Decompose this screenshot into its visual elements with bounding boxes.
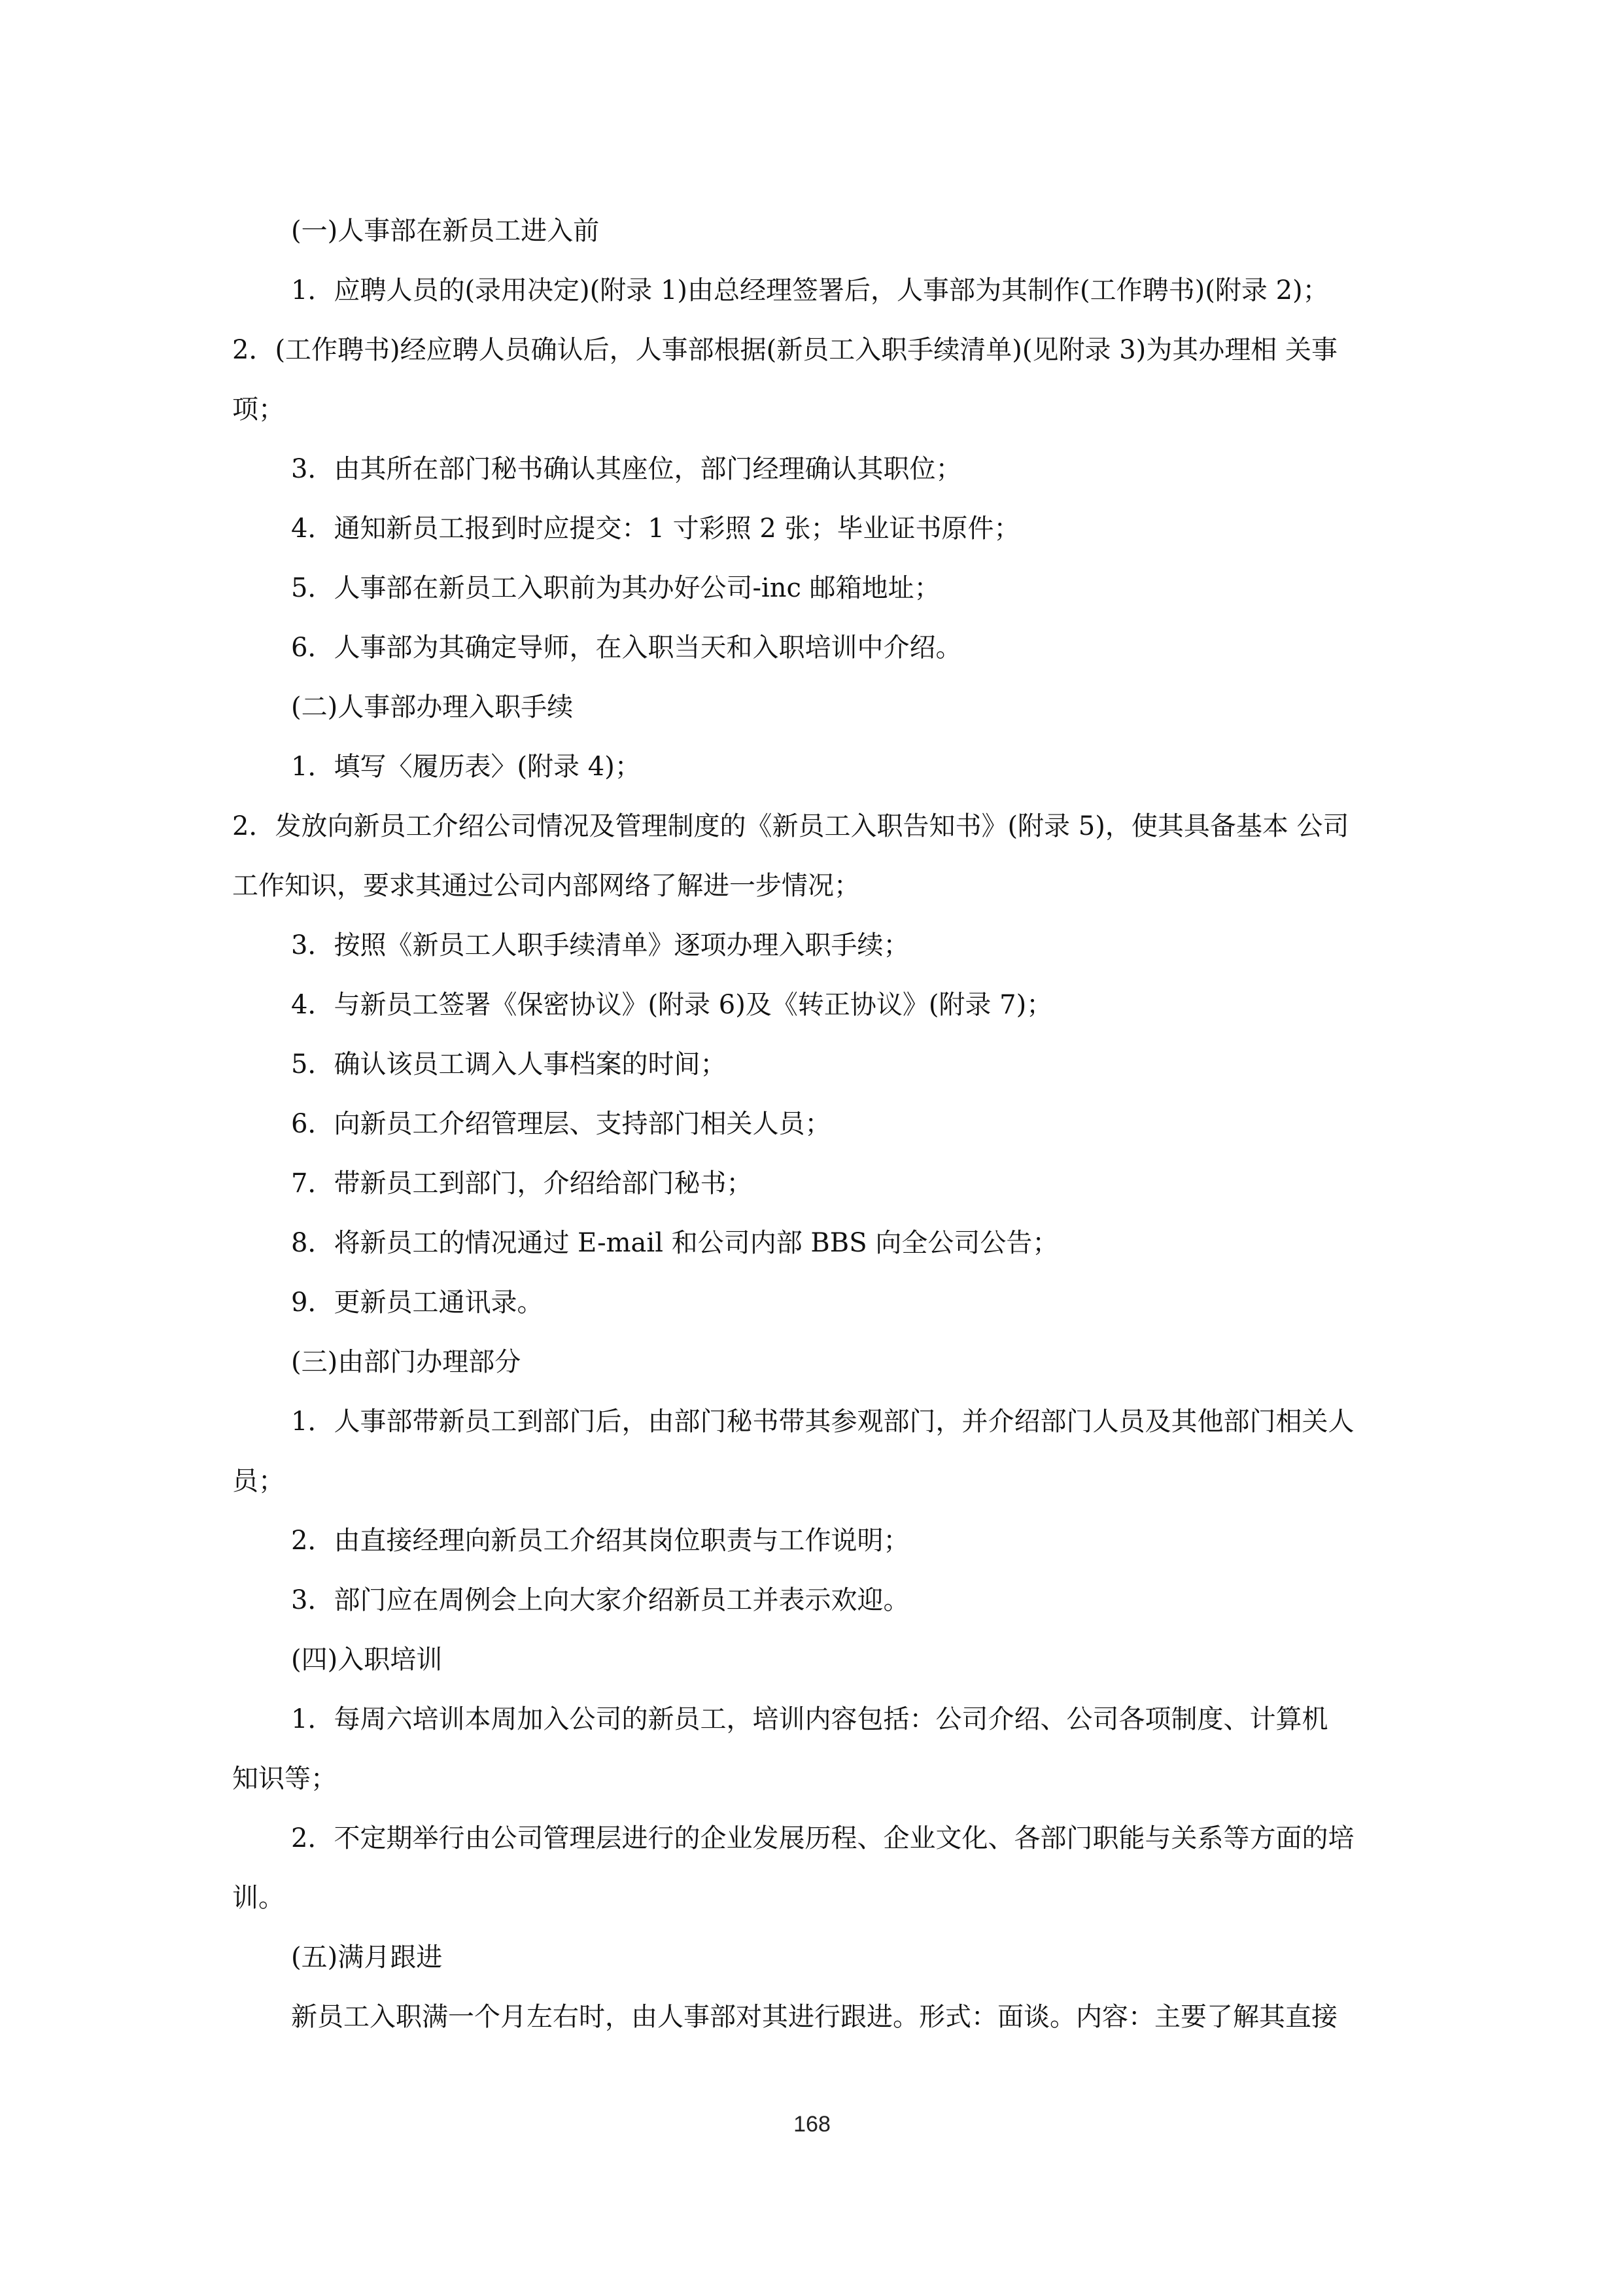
text-line: 2．不定期举行由公司管理层进行的企业发展历程、企业文化、各部门职能与关系等方面的培	[291, 1823, 1355, 1853]
text-line: 5．人事部在新员工入职前为其办好公司-inc 邮箱地址；	[291, 573, 941, 603]
text-line: 3．由其所在部门秘书确认其座位，部门经理确认其职位；	[291, 454, 962, 484]
text-line: 6．向新员工介绍管理层、支持部门相关人员；	[291, 1109, 831, 1139]
text-line: 2．由直接经理向新员工介绍其岗位职责与工作说明；	[291, 1526, 910, 1556]
text-line: 5．确认该员工调入人事档案的时间；	[291, 1049, 727, 1079]
text-line: 工作知识，要求其通过公司内部网络了解进一步情况；	[232, 871, 860, 901]
document-body	[232, 201, 1449, 2047]
text-line: 3．部门应在周例会上向大家介绍新员工并表示欢迎。	[291, 1585, 910, 1615]
text-line: 8．将新员工的情况通过 E-mail 和公司内部 BBS 向全公司公告；	[291, 1228, 1059, 1258]
text-line: 7．带新员工到部门，介绍给部门秘书；	[291, 1168, 753, 1199]
text-line: (四)入职培训	[291, 1645, 443, 1675]
text-line: 2．(工作聘书)经应聘人员确认后，人事部根据(新员工入职手续清单)(见附录 3)为其办理相 关事	[232, 335, 1338, 365]
text-line: 项；	[232, 394, 285, 425]
text-line: 6．人事部为其确定导师，在入职当天和入职培训中介绍。	[291, 633, 962, 663]
page-number: 168	[793, 2112, 831, 2137]
text-line: 3．按照《新员工人职手续清单》逐项办理入职手续；	[291, 930, 910, 960]
text-line: 员；	[232, 1466, 285, 1496]
text-line: 新员工入职满一个月左右时，由人事部对其进行跟进。形式：面谈。内容：主要了解其直接	[291, 2002, 1338, 2032]
text-line: 1．人事部带新员工到部门后，由部门秘书带其参观部门，并介绍部门人员及其他部门相关人	[291, 1407, 1355, 1437]
text-line: 4．通知新员工报到时应提交：1 寸彩照 2 张；毕业证书原件；	[291, 514, 1020, 544]
text-line: 2．发放向新员工介绍公司情况及管理制度的《新员工入职告知书》(附录 5)，使其具备基本 公司	[232, 811, 1349, 841]
text-line: (一)人事部在新员工进入前	[291, 216, 600, 246]
text-line: 1．应聘人员的(录用决定)(附录 1)由总经理签署后，人事部为其制作(工作聘书)(附录 2)；	[291, 275, 1329, 306]
text-line: 训。	[232, 1883, 285, 1913]
text-line: 1．填写〈履历表〉(附录 4)；	[291, 752, 641, 782]
text-line: 9．更新员工通讯录。	[291, 1288, 544, 1318]
text-line: 1．每周六培训本周加入公司的新员工，培训内容包括：公司介绍、公司各项制度、计算机	[291, 1704, 1328, 1734]
text-line: (五)满月跟进	[291, 1942, 443, 1972]
text-line: (三)由部门办理部分	[291, 1347, 521, 1377]
text-line: 4．与新员工签署《保密协议》(附录 6)及《转正协议》(附录 7)；	[291, 990, 1053, 1020]
text-line: 知识等；	[232, 1764, 337, 1794]
text-line: (二)人事部办理入职手续	[291, 692, 574, 722]
